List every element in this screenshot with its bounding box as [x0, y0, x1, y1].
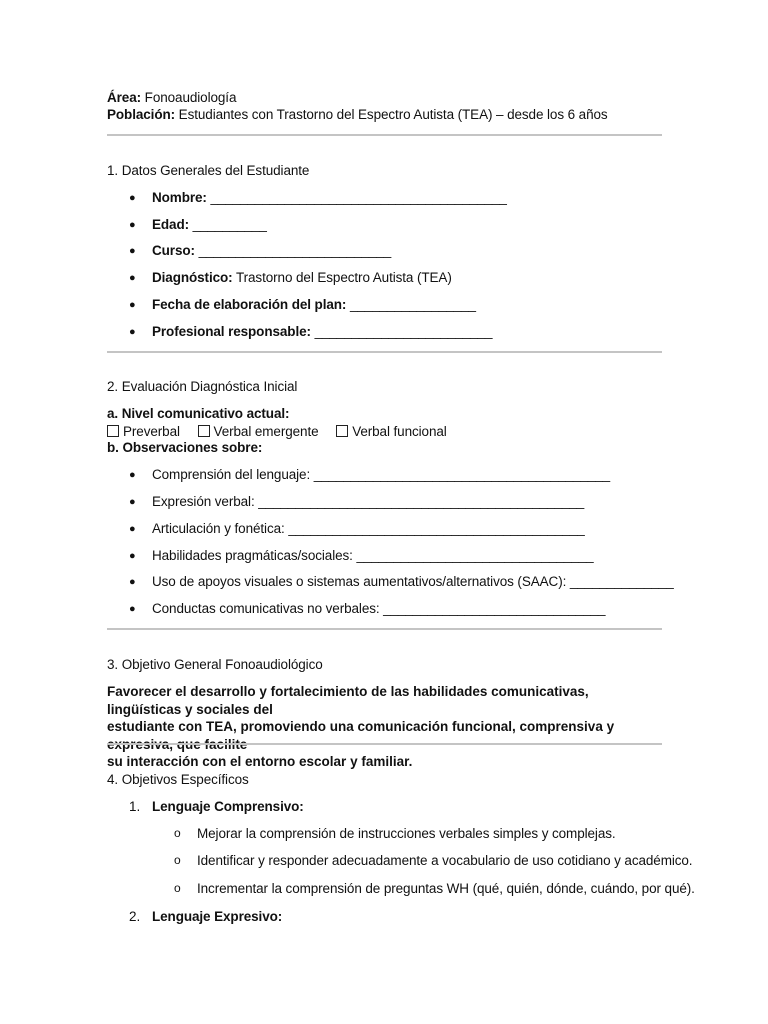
field-label: Nombre: — [152, 190, 207, 205]
bullet-icon: ● — [129, 326, 136, 338]
bullet-icon: ● — [129, 496, 136, 508]
list-item: Conductas comunicativas no verbales: ______________________________ — [152, 601, 606, 616]
field-label: Profesional responsable: — [152, 324, 311, 339]
divider — [107, 351, 662, 353]
field-value: _________________ — [349, 297, 476, 312]
bullet-icon: ● — [129, 245, 136, 257]
option-verbal-emergente[interactable]: Verbal emergente — [198, 424, 319, 439]
paragraph-line: su interacción con el entorno escolar y familiar. — [107, 754, 413, 769]
objective-heading: Lenguaje Comprensivo: — [152, 799, 304, 814]
circle-bullet-icon: o — [174, 881, 181, 895]
section-1-title: 1. Datos Generales del Estudiante — [107, 163, 310, 178]
section-3-title: 3. Objetivo General Fonoaudiológico — [107, 657, 323, 672]
list-item: Habilidades pragmáticas/sociales: ________________________________ — [152, 548, 594, 563]
circle-bullet-icon: o — [174, 826, 181, 840]
option-verbal-funcional[interactable]: Verbal funcional — [336, 424, 446, 439]
section-4-title: 4. Objetivos Específicos — [107, 772, 249, 787]
paragraph-line: estudiante con TEA, promoviendo una comunicación funcional, comprensiva y expresiva, que facilite — [107, 719, 615, 752]
paragraph-line: Favorecer el desarrollo y fortalecimiento de las habilidades comunicativas, lingüísticas y sociales del — [107, 684, 589, 717]
field-label: Edad: — [152, 217, 190, 232]
sub-a-label: a. Nivel comunicativo actual: — [107, 406, 290, 421]
level-options — [107, 424, 461, 439]
field-label: Curso: — [152, 243, 195, 258]
bullet-icon: ● — [129, 192, 136, 204]
field-value: __________________________ — [198, 243, 392, 258]
field-label: Diagnóstico: — [152, 270, 233, 285]
bullet-icon: ● — [129, 272, 136, 284]
objective-heading: Lenguaje Expresivo: — [152, 909, 283, 924]
list-item: Articulación y fonética: ________________________________________ — [152, 521, 585, 536]
sub-objective: Incrementar la comprensión de preguntas WH (qué, quién, dónde, cuándo, por qué). — [197, 881, 695, 896]
field-label: Fecha de elaboración del plan: — [152, 297, 347, 312]
field-value: Trastorno del Espectro Autista (TEA) — [235, 270, 452, 285]
bullet-icon: ● — [129, 219, 136, 231]
section-2-title: 2. Evaluación Diagnóstica Inicial — [107, 379, 298, 394]
poblacion-label: Población: — [107, 107, 176, 122]
sub-b-label: b. Observaciones sobre: — [107, 440, 263, 455]
field-value: ________________________________________ — [210, 190, 507, 205]
sub-objective: Mejorar la comprensión de instrucciones verbales simples y complejas. — [197, 826, 616, 841]
bullet-icon: ● — [129, 523, 136, 535]
divider — [107, 134, 662, 136]
list-item: Uso de apoyos visuales o sistemas aumentativos/alternativos (SAAC): ______________ — [152, 574, 674, 589]
poblacion-value: Estudiantes con Trastorno del Espectro Autista (TEA) – desde los 6 años — [178, 107, 608, 122]
field-value: __________ — [192, 217, 267, 232]
list-number: 1. — [129, 799, 141, 814]
field-value: ________________________ — [314, 324, 493, 339]
bullet-icon: ● — [129, 469, 136, 481]
general-objective — [107, 683, 662, 771]
list-number: 2. — [129, 909, 141, 924]
list-item: Comprensión del lenguaje: ________________________________________ — [152, 467, 611, 482]
list-item: Expresión verbal: ____________________________________________ — [152, 494, 585, 509]
divider — [107, 628, 662, 630]
area-label: Área: — [107, 90, 142, 105]
sub-objective: Identificar y responder adecuadamente a vocabulario de uso cotidiano y académico. — [197, 853, 693, 868]
divider — [107, 743, 662, 745]
option-preverbal[interactable]: Preverbal — [107, 424, 180, 439]
checkbox-icon[interactable] — [198, 425, 210, 437]
circle-bullet-icon: o — [174, 853, 181, 867]
checkbox-icon[interactable] — [336, 425, 348, 437]
bullet-icon: ● — [129, 576, 136, 588]
checkbox-icon[interactable] — [107, 425, 119, 437]
bullet-icon: ● — [129, 299, 136, 311]
area-line — [107, 90, 236, 105]
poblacion-line — [107, 107, 608, 122]
area-value: Fonoaudiología — [144, 90, 237, 105]
bullet-icon: ● — [129, 550, 136, 562]
bullet-icon: ● — [129, 603, 136, 615]
